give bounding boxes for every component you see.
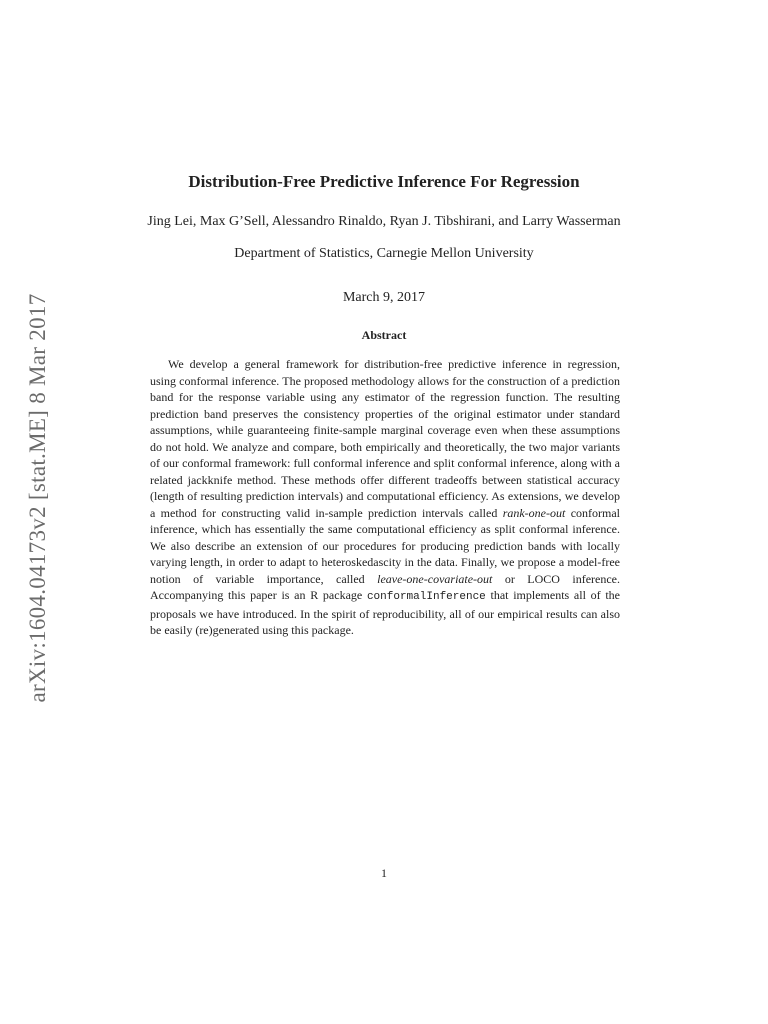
paper-title: Distribution-Free Predictive Inference For Regression bbox=[188, 172, 580, 191]
author-affiliation: Department of Statistics, Carnegie Mellon University bbox=[234, 246, 534, 261]
author-list: Jing Lei, Max G’Sell, Alessandro Rinaldo, Ryan J. Tibshirani, and Larry Wasserman bbox=[147, 214, 621, 229]
abstract-text-part-3: or LOCO inference. Accompanying this paper is an R package bbox=[150, 571, 620, 602]
term-leave-one-covariate-out: leave-one-covariate-out bbox=[377, 571, 493, 586]
publication-date: March 9, 2017 bbox=[342, 290, 426, 305]
abstract-text-part-1: We develop a general framework for distribution-free predictive inference in regression, using conformal inference. The proposed methodology allows for the construction of a prediction band for the response variable using any estimator of the regression function. The resulting prediction band preserves the consistency properties of the original estimator under standard assumptions, while guaranteeing finite-sample marginal coverage even when these assumptions do not hold. We analyze and compare, both empirically and theoretically, the two major variants of our conformal framework: full conformal inference and split conformal inference, along with a related jackknife method. These methods offer different tradeoffs between statistical accuracy (length of resulting prediction intervals) and computational efficiency. As extensions, we develop a method for constructing valid in-sample prediction intervals called bbox=[150, 357, 620, 520]
page-number: 1 bbox=[381, 866, 387, 880]
term-rank-one-out: rank-one-out bbox=[502, 505, 566, 520]
r-package-name: conformalInference bbox=[366, 591, 486, 603]
abstract-heading: Abstract bbox=[361, 328, 407, 342]
arxiv-identifier-stamp: arXiv:1604.04173v2 [stat.ME] 8 Mar 2017 bbox=[25, 293, 50, 703]
abstract-body bbox=[150, 356, 620, 639]
abstract-text-part-4: that implements all of the proposals we have introduced. In the spirit of reproducibility, all of our empirical results can also be easily (re)generated using this package. bbox=[150, 588, 620, 637]
abstract-text-part-2: conformal inference, which has essentially the same computational efficiency as split conformal inference. We also describe an extension of our procedures for producing prediction bands with locally varying length, in order to adapt to heteroskedascity in the data. Finally, we propose a model-free notion of variable importance, called bbox=[150, 505, 621, 586]
